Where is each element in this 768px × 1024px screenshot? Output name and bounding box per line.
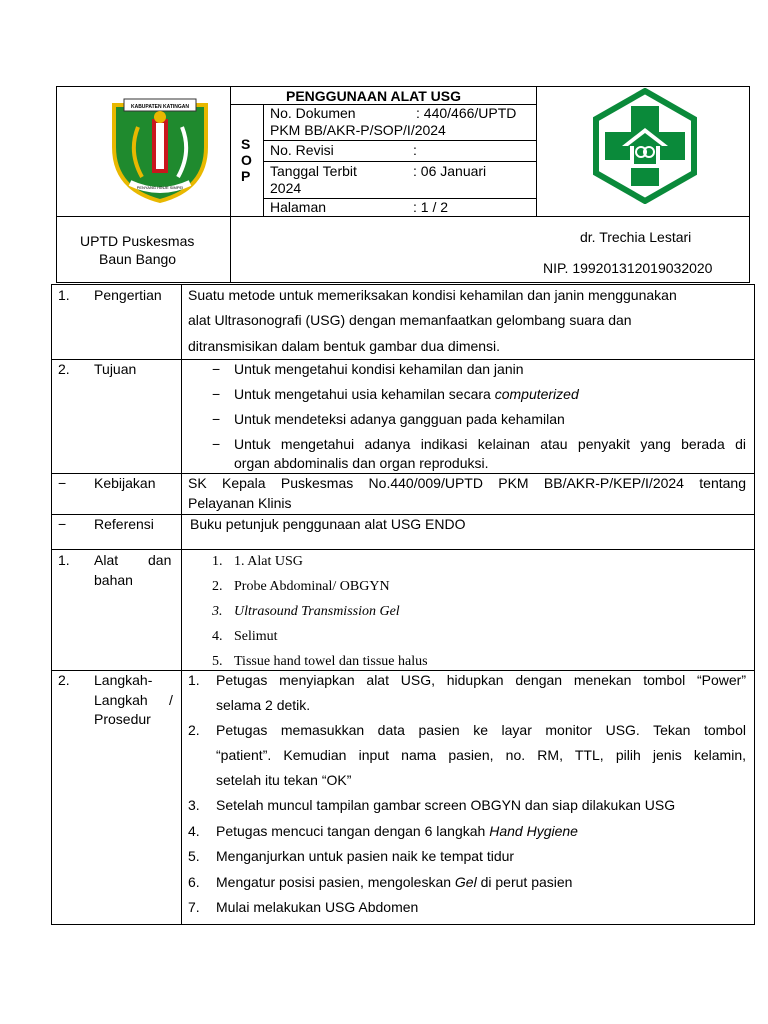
issue-date-year: 2024 <box>270 180 302 196</box>
alat-item-5-num: 5. <box>212 654 223 669</box>
tujuan-item-2-italic: computerized <box>494 386 579 402</box>
alat-label-word1: Alat <box>94 552 119 568</box>
kabupaten-katingan-logo <box>108 97 212 203</box>
tujuan-bullet-1: − <box>212 361 221 377</box>
step-1-line2: selama 2 detik. <box>216 697 311 713</box>
issue-date-label: Tanggal Terbit <box>270 163 357 179</box>
step-4-num: 4. <box>188 823 200 839</box>
document-title: PENGGUNAAN ALAT USG <box>286 88 461 104</box>
step-6-after: di perut pasien <box>480 874 573 890</box>
tujuan-label: Tujuan <box>94 361 137 377</box>
page-value: : 1 / 2 <box>413 199 449 215</box>
kebijakan-line1: SK Kepala Puskesmas No.440/009/UPTD PKM BB/AKR-P/KEP/I/2024 tentang <box>188 475 746 491</box>
step-4-italic: Hand Hygiene <box>489 823 578 839</box>
logo-banner-text: KABUPATEN KATINGAN <box>130 104 190 110</box>
tujuan-item-4: Untuk mengetahui adanya indikasi kelainan atau penyakit yang berada di <box>234 436 746 452</box>
alat-item-2: Probe Abdominal/ OBGYN <box>234 579 390 594</box>
step-5-num: 5. <box>188 848 200 864</box>
alat-label-line2: bahan <box>94 572 133 588</box>
alat-item-5: Tissue hand towel dan tissue halus <box>234 654 428 669</box>
step-2-line3: setelah itu tekan “OK” <box>216 772 352 788</box>
kebijakan-line2: Pelayanan Klinis <box>188 495 292 511</box>
step-4-line <box>216 823 578 840</box>
step-1-num: 1. <box>188 672 200 688</box>
content-col-divider <box>181 284 182 925</box>
referensi-label: Referensi <box>94 516 154 532</box>
tujuan-bullet-2: − <box>212 386 221 402</box>
header-col-sop <box>263 104 264 216</box>
sop-letter-o: O <box>241 152 252 168</box>
step-6-text: Mengatur posisi pasien, mengoleskan <box>216 874 452 890</box>
page-label: Halaman <box>270 199 327 215</box>
logo-motto-text: PENYANG HINJE SIMPEI <box>136 185 184 190</box>
step-3-line1: Setelah muncul tampilan gambar screen OBGYN dan siap dilakukan USG <box>216 797 676 813</box>
kebijakan-number: − <box>58 475 67 491</box>
referensi-text: Buku petunjuk penggunaan alat USG ENDO <box>190 516 466 532</box>
step-7-line1: Mulai melakukan USG Abdomen <box>216 899 419 915</box>
doc-number-value: : 440/466/UPTD <box>416 105 517 121</box>
sop-letter-s: S <box>241 136 251 152</box>
tujuan-item-2-text: Untuk mengetahui usia kehamilan secara <box>234 386 491 402</box>
doc-number-label: No. Dokumen <box>270 105 356 121</box>
org-name-line2: Baun Bango <box>99 251 177 267</box>
alat-item-1: 1. Alat USG <box>234 554 303 569</box>
step-3-num: 3. <box>188 797 200 813</box>
tujuan-item-2 <box>234 386 579 403</box>
pengertian-label: Pengertian <box>94 287 162 303</box>
revision-label: No. Revisi <box>270 142 334 158</box>
tujuan-bullet-4: − <box>212 436 221 452</box>
step-2-line1: Petugas memasukkan data pasien ke layar monitor USG. Tekan tombol <box>216 722 746 738</box>
step-2-num: 2. <box>188 722 200 738</box>
pengertian-line2: alat Ultrasonografi (USG) dengan memanfaatkan gelombang suara dan <box>188 312 632 328</box>
step-6-italic: Gel <box>454 874 477 890</box>
prosedur-label-slash: / <box>169 692 173 708</box>
referensi-number: − <box>58 516 67 532</box>
issue-date-value: : 06 Januari <box>413 163 487 179</box>
header-col-left <box>230 86 231 283</box>
alat-item-3-num: 3. <box>212 604 223 619</box>
step-2-line2: “patient”. Kemudian input nama pasien, no. RM, TTL, pilih jenis kelamin, <box>216 747 746 763</box>
tujuan-item-4-cont: organ abdominalis dan organ reproduksi. <box>234 455 489 471</box>
signer-nip: NIP. 199201312019032020 <box>543 260 713 276</box>
step-4-text: Petugas mencuci tangan dengan 6 langkah <box>216 823 486 839</box>
prosedur-label-line3: Prosedur <box>94 711 151 727</box>
pengertian-number: 1. <box>58 287 70 303</box>
alat-item-4-num: 4. <box>212 629 223 644</box>
tujuan-item-3: Untuk mendeteksi adanya gangguan pada kehamilan <box>234 411 565 427</box>
pengertian-line3: ditransmisikan dalam bentuk gambar dua dimensi. <box>188 338 501 354</box>
step-7-num: 7. <box>188 899 200 915</box>
revision-value: : <box>413 142 417 158</box>
alat-item-4: Selimut <box>234 629 278 644</box>
step-6-num: 6. <box>188 874 200 890</box>
org-name-line1: UPTD Puskesmas <box>80 233 195 249</box>
tujuan-number: 2. <box>58 361 70 377</box>
alat-item-1-num: 1. <box>212 554 223 569</box>
pengertian-line1: Suatu metode untuk memeriksakan kondisi kehamilan dan janin menggunakan <box>188 287 677 303</box>
step-1-line1: Petugas menyiapkan alat USG, hidupkan dengan menekan tombol “Power” <box>216 672 746 688</box>
prosedur-label-line2: Langkah <box>94 692 148 708</box>
header-col-right <box>536 86 537 217</box>
step-6-line <box>216 874 572 891</box>
step-5-line1: Menganjurkan untuk pasien naik ke tempat tidur <box>216 848 515 864</box>
prosedur-number: 2. <box>58 672 70 688</box>
signer-name: dr. Trechia Lestari <box>580 229 692 245</box>
sop-letter-p: P <box>241 168 251 184</box>
kebijakan-label: Kebijakan <box>94 475 156 491</box>
alat-label-word2: dan <box>148 552 172 568</box>
header-divider <box>56 216 750 217</box>
alat-item-3: Ultrasound Transmission Gel <box>234 604 400 619</box>
tujuan-bullet-3: − <box>212 411 221 427</box>
alat-item-2-num: 2. <box>212 579 223 594</box>
prosedur-label-line1: Langkah- <box>94 672 153 688</box>
puskesmas-logo <box>590 88 700 204</box>
alat-number: 1. <box>58 552 70 568</box>
doc-number-value-2: PKM BB/AKR-P/SOP/I/2024 <box>270 122 446 138</box>
tujuan-item-1: Untuk mengetahui kondisi kehamilan dan janin <box>234 361 524 377</box>
